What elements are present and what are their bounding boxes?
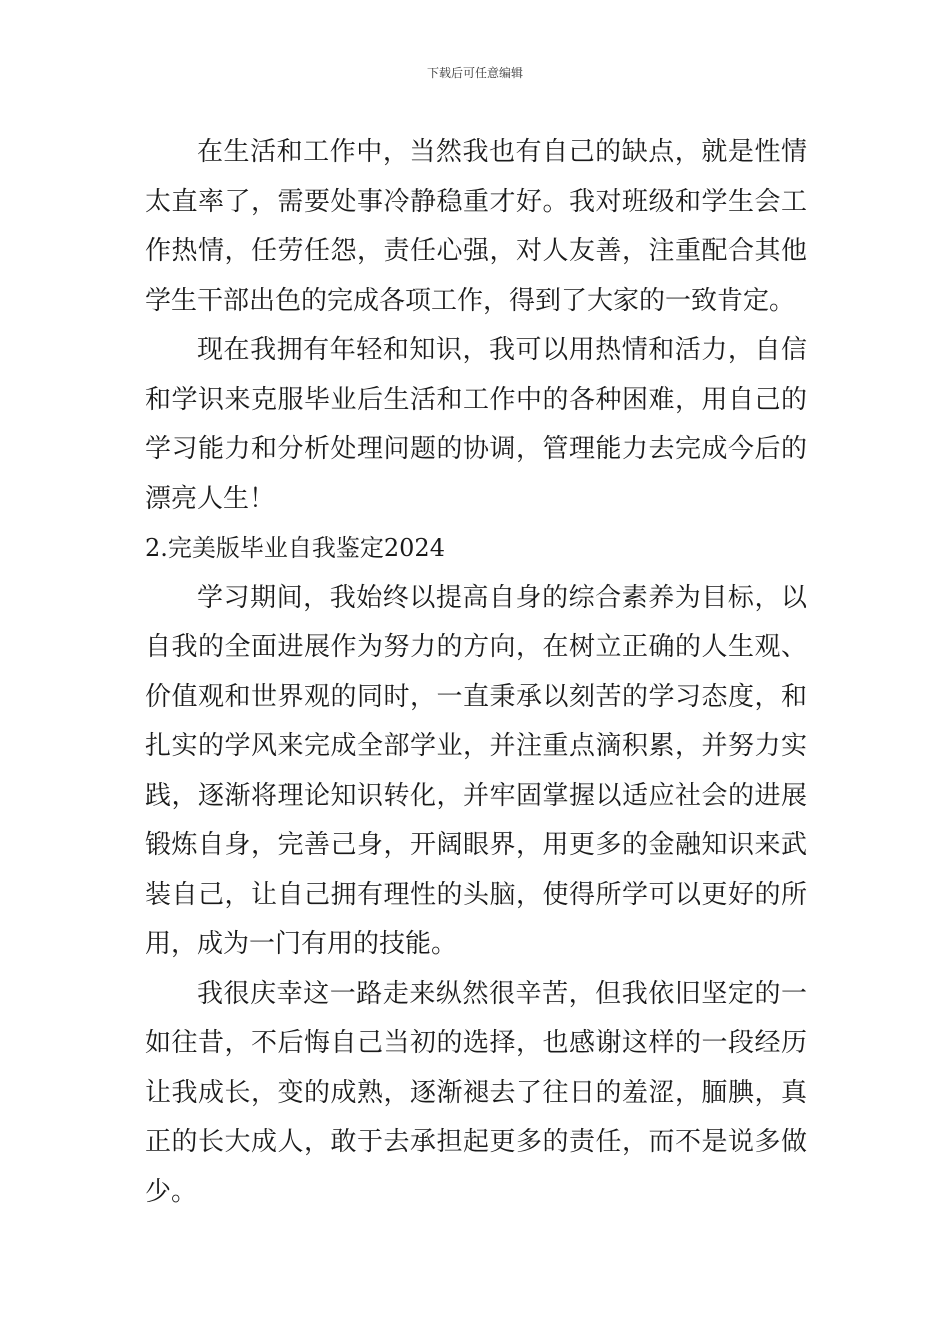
paragraph-future: 现在我拥有年轻和知识，我可以用热情和活力，自信和学识来克服毕业后生活和工作中的各种困难，用自己的学习能力和分析处理问题的协调，管理能力去完成今后的漂亮人生！ — [145, 335, 807, 514]
document-body — [145, 128, 807, 1217]
paragraph-gratitude: 我很庆幸这一路走来纵然很辛苦，但我依旧坚定的一如往昔，不后悔自己当初的选择，也感谢这样的一段经历让我成长，变的成熟，逐渐褪去了往日的羞涩，腼腆，真正的长大成人，敢于去承担起更多的责任，而不是说多做少。 — [145, 978, 807, 1207]
section-heading: 2.完美版毕业自我鉴定2024 — [145, 534, 445, 562]
download-editable-note: 下载后可任意编辑 — [426, 66, 523, 80]
paragraph-shortcomings: 在生活和工作中，当然我也有自己的缺点，就是性情太直率了，需要处事冷静稳重才好。我对班级和学生会工作热情，任劳任怨，责任心强，对人友善，注重配合其他学生干部出色的完成各项工作，得到了大家的一致肯定。 — [145, 137, 807, 316]
paragraph-study-period: 学习期间，我始终以提高自身的综合素养为目标，以自我的全面进展作为努力的方向，在树立正确的人生观、价值观和世界观的同时，一直秉承以刻苦的学习态度，和扎实的学风来完成全部学业，并注重点滴积累，并努力实践，逐渐将理论知识转化，并牢固掌握以适应社会的进展锻炼自身，完善己身，开阔眼界，用更多的金融知识来武装自己，让自己拥有理性的头脑，使得所学可以更好的所用，成为一门有用的技能。 — [145, 582, 807, 959]
